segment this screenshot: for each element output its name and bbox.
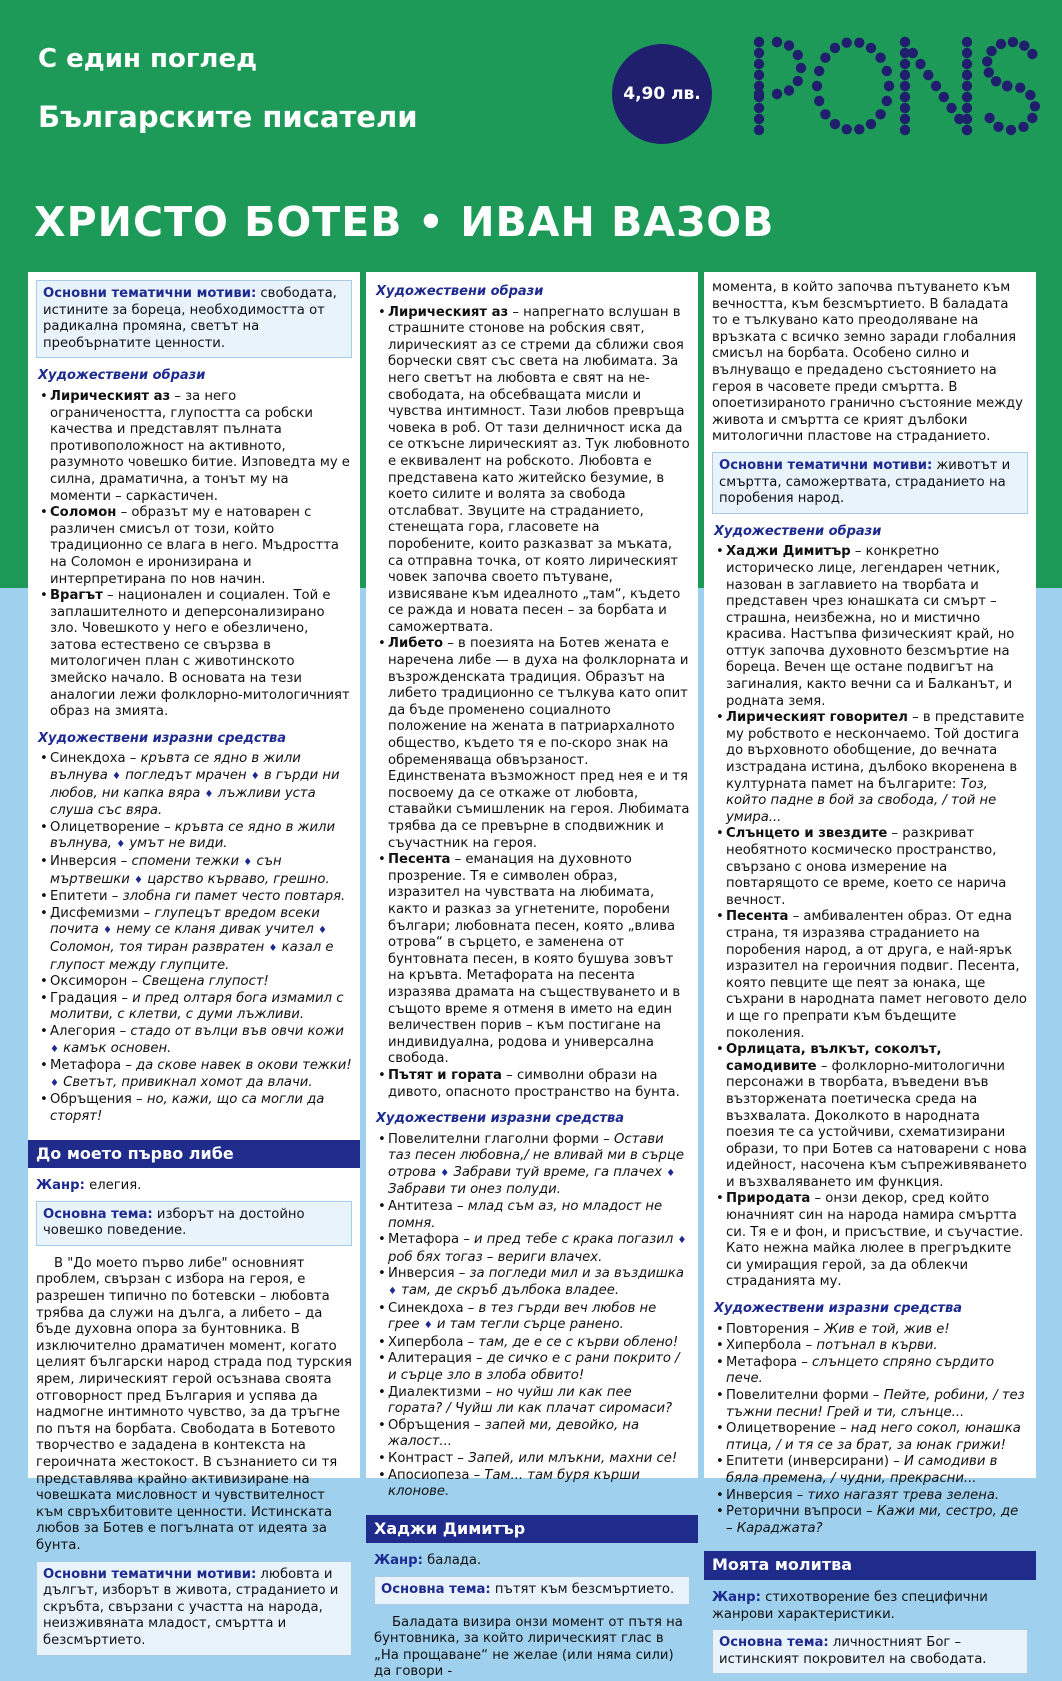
logo-dot [772, 37, 782, 47]
logo-dot [923, 70, 933, 80]
logo-dot [882, 96, 892, 106]
logo-dot [784, 85, 794, 95]
diamond-icon: ♦ [666, 1167, 676, 1179]
images-list [36, 389, 352, 721]
logo-dot [900, 92, 910, 102]
list-item [378, 1385, 690, 1418]
list-item [40, 1024, 352, 1058]
list-item [378, 852, 690, 1068]
body-paragraph: В "До моето първо либе" основният проблем, свързан с избора на героя, е разрешен типично по ботевски – любовта трябва да служи на дълга, а либето – да бъде духовна опора за бунтовника. В изключително драматичен момент, когато целият български народ страда под турския ярем, лирическият герой осъзнава своята отговорност пред България и успява да надмогне интимното чувство, за да тръгне по пътя на борбата. Свободата в Ботевото творчество е зададена в контекста на героичната жестокост. В съзнанието си тя представлява крайно активизиране на човешката мисловност и чувствителност към свръхбитовите ценности. Истинската любов за Ботев е погълната от идеята за бунта. [36, 1255, 352, 1553]
list-item [716, 1355, 1028, 1388]
list-item [716, 710, 1028, 826]
diamond-icon: ♦ [134, 874, 143, 886]
term: Олицетворение – [50, 819, 175, 835]
example: и там тегли сърце ранено. [436, 1317, 624, 1333]
example: Остави таз песен любовна,/ не вливай ми в сърце отрова [388, 1131, 684, 1180]
means-heading: Художествени изразни средства [714, 1301, 963, 1317]
term: Песента [726, 909, 789, 925]
logo-dot [900, 125, 910, 135]
list-item [716, 1042, 1028, 1191]
definition: – напрегнато вслушан в страшните стонове на робския свят, лирическият аз се стреми да сближи своя борчески свят със света на любимата. За него светът на любовта е свят на не-свободата, на обсебващата мисли и чувства интимност. Тази любов превръща човека в роб. От тази делничност иска да се откъсне лирическият аз. Тук любовното е еквивалент на робското. Любовта е представена като житейско безумие, в което силите и волята за свобода отслабват. Звуците на страданието, стенещата гора, гласовете на поробените, които разказват за мъката, са отправна точка, от която лирическият човек започва своето пътуване, извисяване към идеалното „там“, където се ражда и новата песен – за борбата и саможертвата. [388, 304, 690, 635]
term: Повторения – [726, 1321, 825, 1337]
list-item [716, 1338, 1028, 1355]
logo-dot [1015, 83, 1025, 93]
definition: – национален и социален. Той е заплашителното и деперсонализирано зло. Човешкото у него е обезличено, затова естествено се свързва в митологичен план с животинското змейско начало. В основата на тези аналогии лежи фолклорно-митологичният образ на змията. [50, 588, 350, 720]
motifs-box [36, 280, 352, 358]
logo-dot [830, 119, 840, 129]
example: тихо нагазят трева зелена. [807, 1487, 1000, 1503]
definition: – амбивалентен образ. От една страна, тя изразява страданието на поробения народ, а от друга, е най-ярък изразител на героичния подвиг. Песента, която певците ще пеят за юнака, ще съхрани в народната памет неговото дело и ще го препрати към бъдещите поколения. [726, 909, 1027, 1041]
example: глупецът вредом всеки почита [50, 905, 320, 938]
list-item [378, 1351, 690, 1384]
example: за погледи мил и за въздишка [469, 1266, 684, 1282]
logo-dot [866, 43, 876, 53]
example: Забрави туй време, га плачех [453, 1164, 663, 1180]
column-3 [704, 272, 1036, 1667]
list-item [716, 1504, 1028, 1537]
logo-dot [900, 37, 910, 47]
genre-line [36, 1178, 352, 1195]
motifs-label: Основни тематични мотиви: [719, 457, 933, 473]
example: лъжливи уста слуша със вяра. [50, 785, 316, 819]
logo-dot [820, 53, 830, 63]
logo-dot [772, 89, 782, 99]
genre-label: Жанр: [36, 1178, 85, 1194]
example: сън мъртвешки [50, 854, 282, 887]
logo-dot [931, 81, 941, 91]
logo-dot [875, 53, 885, 63]
example: камък основен. [63, 1040, 172, 1056]
list-item [716, 1388, 1028, 1421]
means-list [36, 751, 352, 1125]
example: Жив е той, жив е! [824, 1321, 950, 1337]
term: Либето [388, 636, 444, 652]
body-paragraph: Баладата визира онзи момент от пътя на бунтовника, за който лирическият глас в „На прощаване“ не желае (или няма сили) да говори - [374, 1614, 683, 1680]
term: Пътят и гората [388, 1067, 502, 1083]
logo-dot [814, 96, 824, 106]
term: Епитети – [50, 889, 123, 905]
example: Соломон, тоя тиран развратен [50, 939, 265, 955]
motifs-text: любовта и дългът, изборът в живота, страданието и скръбта, свързани с участта на народа, неизживяната младост, смъртта и безсмъртието. [43, 1566, 339, 1648]
page-title: ХРИСТО БОТЕВ • ИВАН ВАЗОВ [34, 198, 775, 246]
example: Там... там буря кърши клонове. [388, 1467, 640, 1500]
example: но чуйш ли как пее гората? / Чуйш ли как плачат сиромаси? [388, 1384, 673, 1417]
logo-dot [962, 114, 972, 124]
diamond-icon: ♦ [268, 942, 278, 954]
example: запей ми, девойко, на жалост... [388, 1417, 640, 1450]
definition: – разкриват необятното космическо пространство, свързано с онова измерение на повтарящото се време, което се нарича вечност. [726, 826, 1007, 908]
logo-dot [1018, 122, 1028, 132]
definition: – в поезията на Ботев жената е наречена либе — в духа на фолклорната и възрожденската традиция. Образът на либето традиционно се тълкува като опит да бъде променено социалното положение на жената в патриархалното общество, където тя е по-скоро знак на обременяваща обвързаност. Единствената възможност пред нея е и тя посвоему да се откаже от любовта, ставайки съмишленик на героя. Любимата трябва да се превърне в сподвижник и съучастник на героя. [388, 636, 690, 851]
example: в гърди ни любов, ни капка вяра [50, 768, 340, 801]
list-item [40, 1058, 352, 1092]
term: Повелителни глаголни форми – [388, 1131, 614, 1147]
diamond-icon: ♦ [440, 1167, 450, 1179]
quote: Тоз, който падне в бой за свобода, / той не умира... [726, 776, 997, 825]
term: Лирическият говорител [726, 710, 908, 726]
logo-dot [754, 70, 764, 80]
list-item [378, 1301, 690, 1335]
logo-dot [754, 48, 764, 58]
logo-dot [900, 70, 910, 80]
term: Хаджи Димитър [726, 544, 851, 560]
logo-dot [962, 70, 972, 80]
definition: – символни образи на дивото, опасното пространство на бунта. [388, 1067, 680, 1100]
example: и пред олтаря бога измамил с молитви, с клетви, с думи лъжливи. [50, 990, 344, 1023]
example: в тез гърди веч любов не грее [388, 1300, 657, 1333]
term: Обръщения – [388, 1417, 485, 1433]
logo-dot [754, 89, 764, 99]
example: да скове навек в окови тежки! [136, 1058, 352, 1074]
motifs-box [712, 452, 1028, 514]
term: Инверсия – [388, 1266, 470, 1282]
images-list [374, 305, 690, 1102]
means-heading: Художествени изразни средства [376, 1111, 625, 1127]
diamond-icon: ♦ [204, 788, 214, 800]
term: Лирическият аз [388, 304, 509, 320]
theme-value: пътят към безсмъртието. [494, 1581, 675, 1597]
list-item [716, 826, 1028, 909]
theme-label: Основна тема: [43, 1206, 153, 1222]
logo-dot [900, 114, 910, 124]
logo-dot [842, 124, 852, 134]
logo-dot [939, 92, 949, 102]
list-item [40, 505, 352, 588]
example: над него сокол, юнашка птица, / и тя се за брат, за юнак грижи! [726, 1421, 1021, 1453]
term: Инверсия – [726, 1487, 808, 1503]
logo-dot [1027, 49, 1037, 59]
list-item [378, 1068, 690, 1101]
price-badge: 4,90 лв. [612, 44, 712, 144]
definition: – онзи декор, сред който юначният син на народа намира смъртта си. Тя е и фон, и присъствие, и съучастие. Като нежна майка люлее в прегръдките си умиращия герой, за да облекчи страданията му. [726, 1191, 1024, 1290]
example: Забрави ти онез полуди. [388, 1182, 561, 1198]
list-item [378, 1468, 690, 1501]
list-item [716, 1322, 1028, 1339]
definition: – образът му е натоварен с различен смисъл от този, който традиционно се влага в него. Мъдростта на Соломон е иронизирана и интерпретирана по нов начин. [50, 505, 340, 587]
pons-logo [745, 30, 1045, 145]
theme-value: личностният Бог – истинският покровител на свободата. [719, 1635, 987, 1667]
example: роб бях тогаз – вериги влачех. [388, 1249, 603, 1265]
example: И самодиви в бяла премена, / чудни, прекрасни... [726, 1454, 998, 1486]
logo-dot [882, 66, 892, 76]
term: Лирическият аз [50, 388, 171, 404]
body-paragraph-continued: момента, в който започва пътуването към вечността, към безсмъртието. В баладата то е тълкувано като преодоляване на връзката с всичко земно заради глобалния смисъл на борбата. Особено силно и вълнуващо е предадено състоянието на героя в часовете преди смъртта. В опоетизираното гранично състояние между живота и смъртта се крият дълбоки митологични пластове на страданието. [712, 280, 1023, 445]
list-item [40, 1092, 352, 1125]
term: Метафора – [388, 1232, 475, 1248]
list-item [40, 974, 352, 991]
list-item [716, 1488, 1028, 1505]
definition: – за него ограничеността, глупостта са робски качества и представлят пълната противоположност на активното, разумното човешко битие. Изповедта му е силна, драматична, а тонът му на моменти – саркастичен. [50, 388, 350, 504]
logo-dot [982, 56, 992, 66]
example: Свещена глупост! [142, 974, 269, 990]
theme-box [36, 1201, 352, 1246]
genre-line [712, 1590, 1028, 1623]
theme-label: Основна тема: [381, 1581, 491, 1597]
logo-dot [1019, 41, 1029, 51]
list-item [716, 1191, 1028, 1291]
motifs-text: свободата, истините за бореца, необходимостта от радикална промяна, светът на преобърнатите ценности. [43, 286, 337, 351]
logo-dot [986, 46, 996, 56]
logo-dot [915, 59, 925, 69]
logo-dot [1027, 113, 1037, 123]
example: там, де е се с кърви облено! [478, 1334, 679, 1350]
example: злобна ги памет често повтаря. [122, 889, 346, 905]
logo-dot [866, 119, 876, 129]
logo-dot [962, 125, 972, 135]
list-item [40, 889, 352, 906]
logo-dot [1008, 37, 1018, 47]
diamond-icon: ♦ [423, 1320, 433, 1332]
term: Хипербола – [388, 1334, 479, 1350]
list-item [378, 1335, 690, 1352]
motifs-label: Основни тематични мотиви: [43, 1566, 257, 1582]
term: Соломон [50, 505, 117, 521]
logo-dot [814, 66, 824, 76]
logo-dot [793, 50, 803, 60]
section-title-my-prayer: Моята молитва [704, 1551, 1036, 1580]
term: Синекдоха – [50, 751, 141, 767]
means-heading: Художествени изразни средства [38, 730, 287, 746]
example: нему се кланя дивак учител [116, 922, 314, 938]
example: царство кърваво, грешно. [147, 871, 330, 887]
term: Метафора – [726, 1354, 813, 1370]
list-item [716, 544, 1028, 710]
definition: – конкретно историческо лице, легендарен четник, назован в заглавието на творбата и представен чрез юнашката си смърт – страшна, неизбежна, но и мистично красива. Настъпва физическият край, но оттук започва духовното безсмъртие на бореца. Вечен ще остане подвигът на загиналия, както вечни са и Балканът, и родната земя. [726, 544, 1015, 709]
term: Орлицата, вълкът, соколът, самодивите [726, 1042, 942, 1074]
example: Запей, или млъкни, махни се! [468, 1450, 678, 1466]
term: Олицетворение – [726, 1421, 851, 1437]
term: Природата [726, 1191, 811, 1207]
logo-dot [754, 125, 764, 135]
logo-dot [854, 38, 864, 48]
logo-dot [754, 59, 764, 69]
diamond-icon: ♦ [243, 857, 253, 868]
logo-dot [996, 39, 1006, 49]
diamond-icon: ♦ [50, 1077, 59, 1089]
list-item [378, 1232, 690, 1266]
diamond-icon: ♦ [317, 925, 327, 937]
list-item [716, 909, 1028, 1042]
term: Хипербола – [726, 1338, 817, 1354]
diamond-icon: ♦ [103, 925, 112, 937]
logo-dot [754, 103, 764, 113]
logo-dot [962, 103, 972, 113]
term: Алитерация – [388, 1351, 487, 1367]
term: Диалектизми – [388, 1384, 497, 1400]
list-item [378, 1418, 690, 1451]
list-item [716, 1421, 1028, 1454]
example: и пред тебе с крака погазил [474, 1232, 674, 1248]
example: Светът, привикнал хомот да влачи. [63, 1074, 313, 1090]
list-item [40, 854, 352, 889]
term: Реторични въпроси – [726, 1504, 877, 1520]
genre-label: Жанр: [712, 1589, 761, 1605]
list-item [378, 636, 690, 852]
diamond-icon: ♦ [116, 839, 126, 851]
logo-dot [962, 81, 972, 91]
motifs-box-2 [36, 1561, 352, 1656]
term: Градация – [50, 990, 133, 1006]
section-title-first-love: До моето първо либе [28, 1140, 360, 1169]
logo-dot [962, 37, 972, 47]
term: Антитеза – [388, 1199, 468, 1215]
term: Синекдоха – [388, 1300, 479, 1316]
theme-value: изборът на достойно човешко поведение. [43, 1206, 305, 1239]
logo-dot [842, 38, 852, 48]
example: там, де скръб дълбока владее. [401, 1283, 620, 1299]
term: Врагът [50, 588, 103, 604]
example: казал е глупост между глупците. [50, 939, 334, 973]
column-2 [366, 272, 698, 1680]
logo-dot [900, 81, 910, 91]
list-item [40, 906, 352, 974]
example: Кажи ми, сестро, де – Караджата? [726, 1504, 1019, 1536]
example: млад съм аз, но младост не помня. [388, 1199, 663, 1231]
list-item [40, 991, 352, 1024]
genre-value: стихотворение без специфични жанрови характеристики. [712, 1589, 988, 1622]
series-title: Българските писатели [38, 100, 418, 134]
term: Слънцето и звездите [726, 826, 888, 842]
logo-dot [784, 40, 794, 50]
list-item [378, 1199, 690, 1232]
logo-dot [900, 103, 910, 113]
logo-dot [993, 122, 1003, 132]
list-item [716, 1454, 1028, 1487]
logo-dot [1030, 101, 1040, 111]
logo-dot [854, 124, 864, 134]
logo-dot [884, 81, 894, 91]
example: стадо от вълци във овчи кожи [130, 1023, 344, 1039]
diamond-icon: ♦ [677, 1235, 687, 1247]
section-title-hadzhi-dimitar: Хаджи Димитър [366, 1515, 698, 1544]
diamond-icon: ♦ [250, 771, 260, 783]
logo-dot [754, 37, 764, 47]
logo-dot [793, 76, 803, 86]
diamond-icon: ♦ [50, 1043, 59, 1055]
logo-dot [900, 59, 910, 69]
genre-line [374, 1553, 690, 1570]
list-item [378, 1451, 690, 1468]
list-item [40, 820, 352, 854]
example: кръвта се ядно в жили вълнува, [50, 819, 336, 852]
term: Метафора – [50, 1058, 137, 1074]
list-item [40, 588, 352, 721]
logo-dot [830, 43, 840, 53]
logo-dot [984, 113, 994, 123]
genre-value: балада. [427, 1553, 482, 1569]
example: потънал в кърви. [816, 1338, 938, 1354]
example: кръвта се ядно в жили вълнува [50, 751, 301, 784]
diamond-icon: ♦ [112, 771, 121, 783]
logo-dot [991, 76, 1001, 86]
series-kicker: С един поглед [38, 44, 258, 74]
logo-dot [962, 59, 972, 69]
example: де сичко е с рани покрито / и сърце зло в злоба обвито! [388, 1351, 680, 1383]
logo-dot [796, 63, 806, 73]
genre-value: елегия. [89, 1178, 142, 1194]
example: Пейте, робини, / тез тъжни песни! Грей и ти, слънце... [726, 1388, 1025, 1420]
example: погледът мрачен [125, 768, 247, 784]
term: Обръщения – [50, 1092, 147, 1108]
logo-dot [754, 114, 764, 124]
logo-dot [812, 81, 822, 91]
definition: – фолклорно-митологични персонажи в творбата, въведени във възторжената поетическа среда на възхвалата. Доколкото в народната поезия те са устойчиви, схематизирани образи, то при Ботев са натоварени с нова идейност, насочена към съпреживяването и възхваляването им функция. [726, 1058, 1027, 1190]
term: Оксиморон – [50, 974, 143, 990]
logo-dot [962, 92, 972, 102]
logo-dot [984, 67, 994, 77]
logo-dot [1002, 81, 1012, 91]
theme-box [712, 1629, 1028, 1674]
means-list [712, 1322, 1028, 1538]
motifs-label: Основни тематични мотиви: [43, 286, 257, 301]
definition: – еманация на духовното прозрение. Тя е символен образ, изразител на чувствата на любимата, както и разказ за угнетените, поробени българи; любовната песен, която „влива отрова“ в сърцето, е заменена от бунтовната песен, в която бушува зовът на кръвта. Метафората на песента изразява драмата на съществуването и в същото време я отменя в името на един величествен порив – към постигане на индивидуална, родова и универсална свобода. [388, 852, 681, 1067]
means-list [374, 1132, 690, 1501]
term: Инверсия – [50, 854, 132, 869]
example: слънцето спряно сърдито пече. [726, 1354, 995, 1387]
term: Алегория – [50, 1023, 131, 1039]
column-1 [28, 272, 360, 1648]
term: Епитети (инверсирани) – [726, 1454, 904, 1470]
images-heading: Художествени образи [38, 368, 206, 384]
logo-dot [962, 48, 972, 58]
term: Апосиопеза – [388, 1467, 485, 1483]
example: спомени тежки [131, 854, 240, 869]
diamond-icon: ♦ [388, 1286, 397, 1298]
images-heading: Художествени образи [376, 284, 544, 299]
logo-dot [875, 109, 885, 119]
images-heading: Художествени образи [714, 523, 882, 539]
term: Повелителни форми – [726, 1388, 884, 1403]
term: Песента [388, 852, 451, 868]
logo-dot [946, 103, 956, 113]
theme-box [374, 1576, 690, 1605]
genre-label: Жанр: [374, 1553, 423, 1569]
list-item [40, 389, 352, 505]
list-item [378, 305, 690, 637]
logo-dot [1006, 125, 1016, 135]
theme-label: Основна тема: [719, 1635, 829, 1651]
motifs-text: животът и смъртта, саможертвата, страданието на поробения народ. [719, 457, 1011, 507]
logo-dot [908, 48, 918, 58]
list-item [378, 1132, 690, 1199]
logo-dot [820, 109, 830, 119]
logo-dot [1025, 90, 1035, 100]
definition: – в представите му робството е нескончаемо. Той достига до върховното обобщение, до вечната изстрадана истина, дълбоко вкоренена в културната памет на българите: [726, 710, 1025, 792]
term: Контраст – [388, 1450, 469, 1466]
images-list [712, 544, 1028, 1291]
example: умът не види. [129, 836, 228, 852]
example: но, кажи, що са могли да сторят! [50, 1092, 325, 1124]
list-item [378, 1266, 690, 1300]
term: Дисфемизми – [50, 905, 155, 921]
list-item [40, 751, 352, 819]
